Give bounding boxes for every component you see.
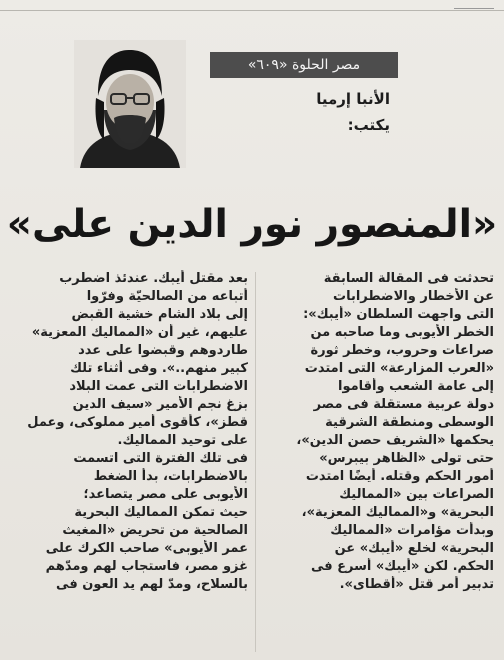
- text-line: وبدأت مؤامرات «المماليك: [330, 523, 494, 538]
- text-line: فى تلك الفترة التى اتسمت: [73, 451, 248, 466]
- text-line: بالاضطرابات، بدأ الضغط: [93, 469, 248, 484]
- text-line: بعد مقتل أيبك. عندئذ اضطرب: [59, 271, 248, 286]
- text-line: عمر الأيوبى» صاحب الكرك على: [45, 541, 248, 556]
- text-line: بالسلاح، ومدّ لهم يد العون فى: [56, 577, 248, 592]
- text-line: الاضطرابات التى عمت البلاد: [69, 379, 248, 394]
- text-line: أمور الحكم وقتله. أيضًا امتدت: [305, 469, 494, 484]
- author-portrait-icon: [74, 40, 186, 168]
- text-line: الخطر الأيوبى وما صاحبه من: [310, 325, 494, 340]
- writes-label: يكتب:: [347, 116, 390, 134]
- text-line: عن الأخطار والاضطرابات: [333, 289, 494, 304]
- article-column-right: [262, 270, 494, 594]
- text-line: طاردوهم وقبضوا على عدد: [78, 343, 248, 358]
- text-line: حيث تمكن المماليك البحرية: [74, 505, 248, 520]
- text-line: يحكمها «الشريف حصن الدين»،: [296, 433, 494, 448]
- text-line: التى واجهت السلطان «أيبك»:: [303, 307, 494, 322]
- text-line: إلى بلاد الشام خشية القبض: [71, 307, 248, 322]
- text-line: عليهم، غير أن «المماليك المعزية»: [31, 325, 248, 340]
- column-divider: [255, 272, 256, 652]
- top-corner-mark: [454, 0, 494, 9]
- author-name: الأنبا إرميا: [316, 90, 390, 108]
- text-line: الصالحية من تحريض «المغيث: [62, 523, 248, 538]
- text-line: دولة عربية مستقلة فى مصر: [313, 397, 494, 412]
- text-line: قطز»، كأقوى أمير مملوكى، وعمل: [27, 415, 248, 430]
- text-line: تحدثت فى المقالة السابقة: [323, 271, 494, 286]
- text-line: البحرية» لخلع «أيبك» عن: [334, 541, 494, 556]
- text-line: الوسطى ومنطقة الشرقية: [325, 415, 494, 430]
- text-line: أتباعه من الصالحيّة وفرّوا: [86, 289, 248, 304]
- column-section-label: مصر الحلوة «٦٠٩»: [210, 52, 398, 78]
- text-line: على توحيد المماليك.: [117, 433, 248, 448]
- text-line: بزغ نجم الأمير «سيف الدين: [72, 397, 248, 412]
- text-line: الصراعات بين «المماليك: [339, 487, 494, 502]
- text-line: حتى تولى «الظاهر بيبرس»: [319, 451, 494, 466]
- article-headline: «المنصور نور الدين على»: [6, 202, 498, 247]
- article-column-left: [16, 270, 248, 594]
- text-line: إلى عامة الشعب وأقاموا: [337, 379, 494, 394]
- text-line: صراعات وحروب، وخطر ثورة: [310, 343, 494, 358]
- text-line: البحرية» و«المماليك المعزية»،: [301, 505, 494, 520]
- text-line: «العرب المزارعة» التى امتدت: [304, 361, 494, 376]
- text-line: كبير منهم..». وفى أثناء تلك: [70, 361, 248, 376]
- top-rule: [0, 0, 504, 11]
- text-line: غزو مصر، فاستجاب لهم ومدّهم: [45, 559, 248, 574]
- text-line: تدبير أمر قتل «أقطاى».: [339, 577, 494, 592]
- text-line: الأيوبى على مصر يتصاعد؛: [83, 487, 248, 502]
- text-line: الحكم. لكن «أيبك» أسرع فى: [310, 559, 494, 574]
